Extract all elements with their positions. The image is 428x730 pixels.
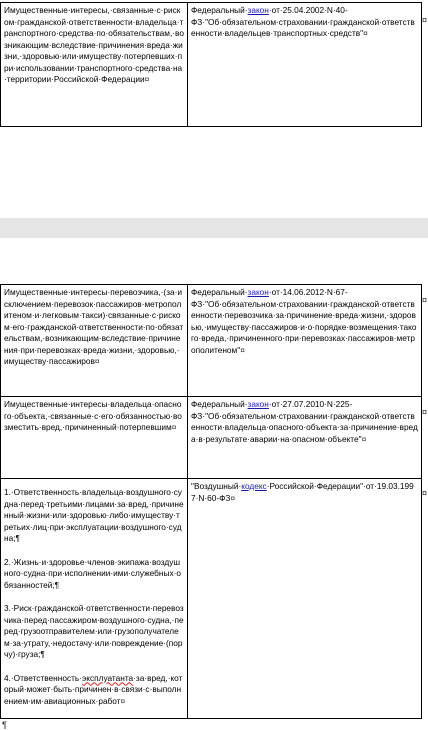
cell-text-after-link: ·от·14.06.2012·N·67-ФЗ·"Об·обязательном·страховании·гражданской·ответственности·перевозчика·за·причинение·вреда·жизни,·здоровью,·имуществу·пассажиров·и·о·порядке·возмещения·такого·вреда,·причиненного·при·перевозках·пассажиров·метрополитеном" [191,287,417,355]
cell-text-before-link: Федеральный· [191,399,248,409]
paragraph: 3.·Риск·гражданской·ответственности·перевозчика·перед·пассажиром·воздушного·судна,·перед·грузоотправителем·или·грузополучателем·за·утрату,·недостачу·или·повреждение·(порчу)·груза;¶ [4,603,184,659]
table-cell-law[interactable] [188,397,422,479]
table-cell-law[interactable] [188,285,422,397]
cell-end-mark: ¤ [363,28,368,38]
table-cell-interest[interactable] [1,3,188,127]
paragraph-text: 4.·Ответственность· [4,672,82,683]
table-cell-law[interactable] [188,479,422,719]
table-row [1,479,422,719]
insurance-table-top [0,2,422,127]
row-end-mark: ¤ [421,15,427,25]
document-page-top [0,0,428,218]
insurance-table-bottom [0,284,422,719]
cell-text: Имущественные·интересы·перевозчика,·(за·исключением·перевозок·пассажиров·метрополитеном·и·легковым·такси)·связанные·с·риском·его·гражданской·ответственности·по·обязательствам,·возникающим·вследствие·причинения·при·перевозках·вреда·жизни,·здоровью,·имуществу·пассажиров [4,287,184,366]
cell-end-mark: ¤ [120,695,126,706]
code-link[interactable]: кодекс [241,481,267,491]
table-row [1,285,422,397]
page-gap [0,218,428,238]
cell-text-before-link: "Воздушный· [191,481,242,491]
table-row [1,397,422,479]
cell-end-mark: ¤ [361,433,367,444]
paragraph-mark: ¶ [2,720,7,730]
cell-end-mark: ¤ [94,356,100,366]
law-link[interactable]: закон [247,399,269,409]
table-cell-law[interactable] [188,3,422,127]
document-page-bottom [0,238,428,730]
spellcheck-word: эксплуатанта [82,672,134,683]
cell-text-after-link: ·Российской·Федерации"·от·19.03.1997·N·60-ФЗ [191,481,414,503]
law-link[interactable]: закон [247,5,269,15]
cell-end-mark: ¤ [144,74,150,84]
cell-text-before-link: Федеральный· [191,287,248,297]
table-cell-interest[interactable] [1,479,188,719]
paragraph [4,673,184,708]
paragraph: 2.·Жизнь·и·здоровье·членов·экипажа·воздушного·судна·при·исполнении·ими·служебных·обязанностей;¶ [4,556,181,590]
row-end-mark: ¤ [421,488,427,498]
cell-text: Имущественные·интересы,·связанные·с·риском·гражданской·ответственности·владельца·транспортного·средства·по·обязательствам,·возникающим·вследствие·причинения·вреда·жизни,·здоровью·или·имуществу·потерпевших·при·использовании·транспортного·средства·на·территории·Российской·Федерации [4,5,184,84]
table-cell-interest[interactable] [1,397,188,479]
row-end-mark: ¤ [421,407,427,417]
cell-text-before-link: Федеральный· [191,5,248,15]
row-end-mark: ¤ [421,295,427,305]
paragraph: 1.·Ответственность·владельца·воздушного·судна·перед·третьими·лицами·за·вред,·причиненный·жизни·или·здоровью·либо·имуществу·третьих·лиц·при·эксплуатации·воздушного·судна;¶ [4,487,184,543]
table-row [1,3,422,127]
cell-end-mark: ¤ [240,344,245,355]
paragraph-text: ·за·вред,·который·может·быть·причинен·в·связи·с·выполнением·им·авиационных·работ [4,672,183,706]
cell-end-mark: ¤ [230,492,236,503]
cell-text-after-link: ·от·27.07.2010·N·225-ФЗ·"Об·обязательном·страховании·гражданской·ответственности·владельца·опасного·объекта·за·причинение·вреда·в·результате·аварии·на·опасном·объекте" [191,399,418,444]
cell-end-mark: ¤ [171,422,177,432]
cell-text: Имущественные·интересы·владельца·опасного·объекта,·связанные·с·его·обязанностью·возместить·вред,·причиненный·потерпевшим [4,399,182,432]
cell-text-after-link: ·от·25.04.2002·N·40-ФЗ·"Об·обязательном·страховании·гражданской·ответственности·владельцев·транспортных·средств" [191,5,415,38]
law-link[interactable]: закон [247,287,269,297]
table-cell-interest[interactable] [1,285,188,397]
